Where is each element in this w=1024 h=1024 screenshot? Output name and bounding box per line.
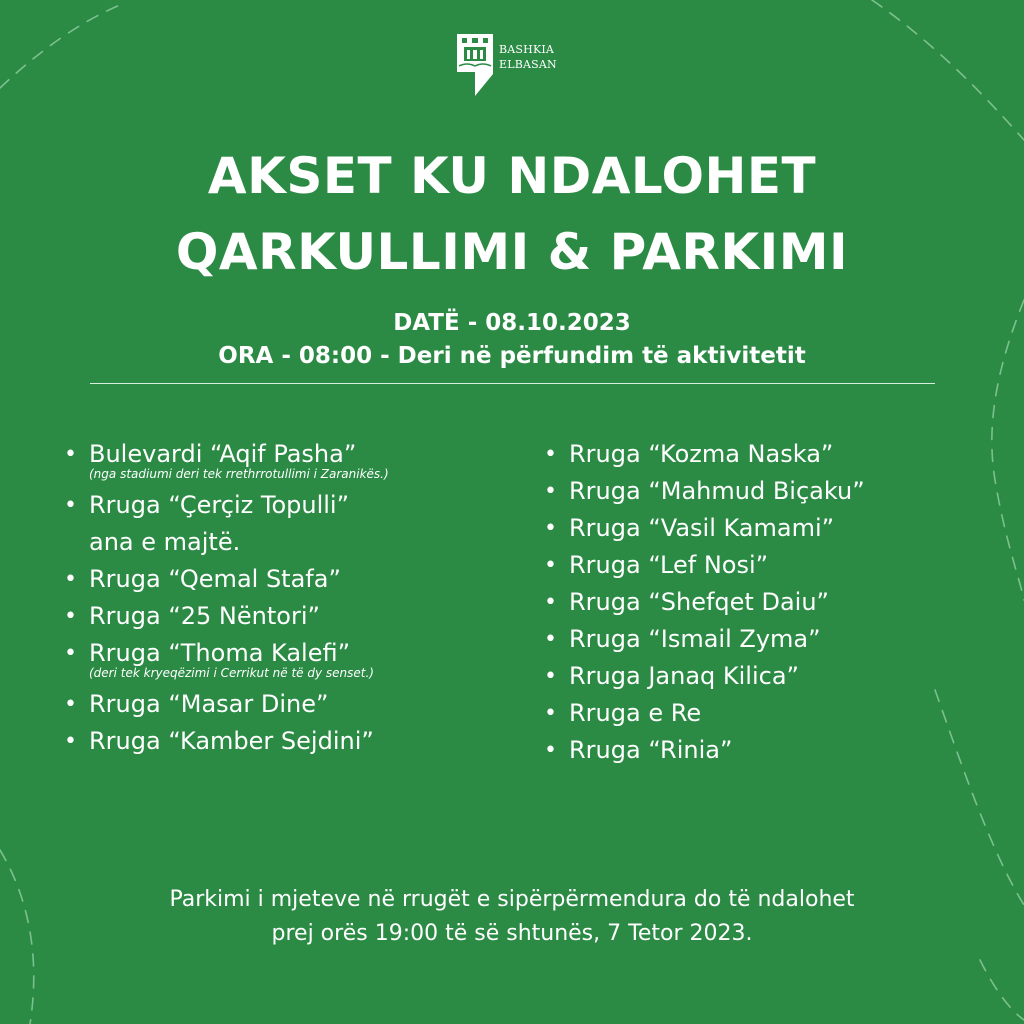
logo xyxy=(455,32,575,102)
street-name: Rruga “Vasil Kamami” xyxy=(569,514,835,542)
list-item xyxy=(544,621,1014,658)
list-item xyxy=(64,561,534,598)
bullet-icon: • xyxy=(64,729,77,754)
street-list-right xyxy=(544,436,1014,769)
list-item xyxy=(544,658,1014,695)
bullet-icon: • xyxy=(544,479,557,504)
street-name: Rruga e Re xyxy=(569,699,702,727)
bullet-icon: • xyxy=(544,442,557,467)
time-line: ORA - 08:00 - Deri në përfundim të aktivitetit xyxy=(218,343,806,369)
bullet-icon: • xyxy=(64,442,77,467)
list-item xyxy=(544,547,1014,584)
title-line-1: AKSET KU NDALOHET xyxy=(207,147,817,205)
list-item xyxy=(64,686,534,723)
footer-note xyxy=(0,883,1024,951)
divider xyxy=(90,383,935,384)
bullet-icon: • xyxy=(64,692,77,717)
street-sub: ana e majtë. xyxy=(89,528,241,556)
street-list-left xyxy=(64,436,534,760)
street-name: Rruga “Qemal Stafa” xyxy=(89,565,341,593)
footer-line-1: Parkimi i mjeteve në rrugët e sipërpërmendura do të ndalohet xyxy=(169,887,855,912)
bullet-icon: • xyxy=(544,701,557,726)
bullet-icon: • xyxy=(544,627,557,652)
date-line: DATË - 08.10.2023 xyxy=(393,310,631,336)
list-item xyxy=(544,584,1014,621)
street-note: (deri tek kryeqëzimi i Cerrikut në të dy senset.) xyxy=(89,666,374,680)
bullet-icon: • xyxy=(64,567,77,592)
castle-book-icon xyxy=(455,32,495,98)
street-name: Rruga “Kozma Naska” xyxy=(569,440,834,468)
street-name: Rruga “Kamber Sejdini” xyxy=(89,727,374,755)
list-item xyxy=(64,487,534,561)
street-name: Rruga Janaq Kilica” xyxy=(569,662,799,690)
street-name: Rruga “Rinia” xyxy=(569,736,733,764)
street-name: Rruga “Çerçiz Topulli” xyxy=(89,491,350,519)
list-item xyxy=(544,473,1014,510)
bullet-icon: • xyxy=(544,664,557,689)
bullet-icon: • xyxy=(64,641,77,666)
list-item xyxy=(64,635,534,680)
title-line-2: QARKULLIMI & PARKIMI xyxy=(175,223,849,281)
street-name: Rruga “Ismail Zyma” xyxy=(569,625,821,653)
street-note: (nga stadiumi deri tek rrethrrotullimi i Zaranikës.) xyxy=(89,467,389,481)
list-item xyxy=(544,695,1014,732)
bullet-icon: • xyxy=(64,493,77,518)
page-title xyxy=(0,138,1024,290)
street-name: Rruga “25 Nëntori” xyxy=(89,602,320,630)
street-name: Bulevardi “Aqif Pasha” xyxy=(89,440,357,468)
bullet-icon: • xyxy=(544,553,557,578)
list-item xyxy=(544,732,1014,769)
list-item xyxy=(544,436,1014,473)
street-name: Rruga “Mahmud Biçaku” xyxy=(569,477,865,505)
street-name: Rruga “Thoma Kalefi” xyxy=(89,639,351,667)
bullet-icon: • xyxy=(64,604,77,629)
footer-line-2: prej orës 19:00 të së shtunës, 7 Tetor 2023. xyxy=(271,921,753,946)
street-name: Rruga “Shefqet Daiu” xyxy=(569,588,829,616)
list-item xyxy=(544,510,1014,547)
logo-line-1: BASHKIA xyxy=(499,43,555,56)
bullet-icon: • xyxy=(544,738,557,763)
bullet-icon: • xyxy=(544,516,557,541)
list-item xyxy=(64,723,534,760)
logo-line-2: ELBASAN xyxy=(499,58,557,71)
street-name: Rruga “Lef Nosi” xyxy=(569,551,769,579)
street-name: Rruga “Masar Dine” xyxy=(89,690,329,718)
bullet-icon: • xyxy=(544,590,557,615)
list-item xyxy=(64,436,534,481)
list-item xyxy=(64,598,534,635)
